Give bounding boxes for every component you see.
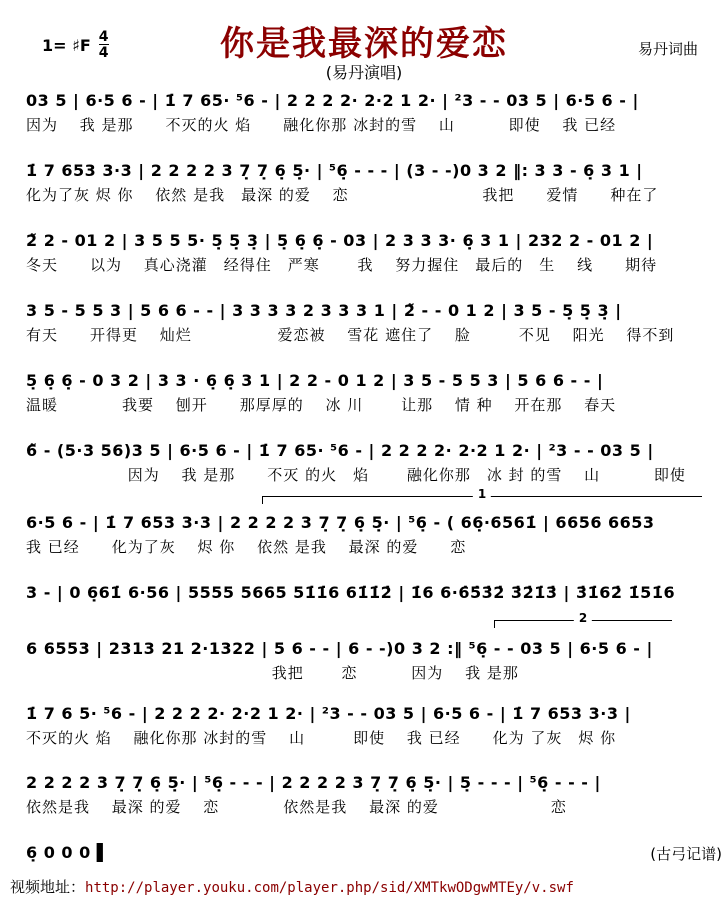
score-line-7 — [26, 512, 722, 557]
video-url-link[interactable]: http://player.youku.com/player.php/sid/XMTkwODgwMTEy/v.swf — [85, 880, 574, 896]
lyrics-row: 依然是我 最深 的爱 恋 依然是我 最深 的爱 恋 — [26, 798, 567, 816]
lyrics-row: 我把 恋 因为 我 是那 — [26, 664, 519, 682]
notation-row: 2̃ 2 - 01 2 | 3 5 5 5· 5̣ 5̣ 3̣ | 5̣ 6̣ 6̣ - 03 | 2 3 3 3· 6̣ 3 1 | 232 2 - 01 2 | — [26, 231, 654, 250]
score-line-1 — [26, 90, 722, 135]
notation-row: 6·5 6 - | 1̇ 7 653 3·3 | 2 2 2 2 3 7̣ 7̣ 6̣ 5̣· | ⁵6̣ - ( 66̣·6561̇ | 6656 6653 — [26, 513, 655, 532]
notation-row: 1̇ 7 653 3·3 | 2 2 2 2 3 7̣ 7̣ 6̣ 5̣· | ⁵6̣ - - - | (3 - -)0 3 2 ‖: 3 3 - 6̣ 3 1 | — [26, 161, 643, 180]
notation-row: 6̃ - (5·3 56)3 5 | 6·5 6 - | 1̇ 7 65· ⁵6 - | 2 2 2 2· 2·2 1 2· | ²3 - - 03 5 | — [26, 441, 654, 460]
notation-row: 3 5 - 5 5 3 | 5 6 6 - - | 3 3 3 3 2 3 3 3 1 | 2̃ - - 0 1 2 | 3 5 - 5̣ 5̣ 3̣ | — [26, 301, 622, 320]
lyrics-row: 有天 开得更 灿烂 爱恋被 雪花 遮住了 脸 不见 阳光 得不到 — [26, 326, 675, 344]
notation-row: 3 - | 0 6̣61̇ 6·56 | 5555 5665 51̇1̇6 61̇1̇2̇ | 1̇6 6·6̇5̇3̇2̇ 3̇2̇1̇3̇ | 3̇1̇62̇ 1̇51̇6 — [26, 583, 676, 602]
volta-tick — [262, 497, 263, 504]
volta-tick — [494, 621, 495, 628]
lyrics-row: 化为了灰 烬 你 依然 是我 最深 的爱 恋 我把 爱情 种在了 — [26, 186, 659, 204]
notation-row: 6̣ 0 0 0 ▌ — [26, 843, 110, 862]
notation-row: 03 5 | 6·5 6 - | 1̇ 7 65· ⁵6 - | 2 2 2 2· 2·2 1 2· | ²3 - - 03 5 | 6·5 6 - | — [26, 91, 639, 110]
performer-subtitle: (易丹演唱) — [325, 63, 403, 82]
score-line-3 — [26, 230, 722, 275]
score-line-9 — [26, 638, 722, 683]
time-signature-top: 4 — [98, 29, 109, 45]
notation-row: 1̇ 7 6 5· ⁵6 - | 2 2 2 2· 2·2 1 2· | ²3 - - 03 5 | 6·5 6 - | 1̇ 7 653 3·3 | — [26, 704, 631, 723]
score-line-6 — [26, 440, 722, 485]
volta-label: 1 — [473, 488, 491, 500]
time-signature-bottom: 4 — [98, 45, 109, 61]
video-address-label: 视频地址： — [10, 878, 86, 896]
lyrics-row: 因为 我 是那 不灭的火 焰 融化你那 冰封的雪 山 即使 我 已经 — [26, 116, 617, 134]
song-title: 你是我最深的爱恋 — [220, 24, 508, 64]
lyrics-row: 不灭的火 焰 融化你那 冰封的雪 山 即使 我 已经 化为 了灰 烬 你 — [26, 729, 617, 747]
notation-method-credit: (古弓记谱) — [650, 845, 722, 863]
score-line-10 — [26, 703, 722, 748]
lyrics-row: 冬天 以为 真心浇灌 经得住 严寒 我 努力握住 最后的 生 线 期待 — [26, 256, 658, 274]
score-line-5 — [26, 370, 722, 415]
score-line-4 — [26, 300, 722, 345]
notation-row: 6 6553 | 2313 21 2·1322 | 5 6 - - | 6 - -)0 3 2 :‖ ⁵6̣ - - 03 5 | 6·5 6 - | — [26, 639, 653, 658]
notation-row: 5̣ 6̣ 6̣ - 0 3 2 | 3 3 · 6̣ 6̣ 3 1 | 2 2 - 0 1 2 | 3 5 - 5 5 3 | 5 6 6 - - | — [26, 371, 604, 390]
volta-bracket-second-ending — [494, 611, 672, 625]
volta-label: 2 — [574, 612, 592, 624]
key-label: 1= ♯F — [42, 35, 91, 55]
notation-row: 2 2 2 2 3 7̣ 7̣ 6̣ 5̣· | ⁵6̣ - - - | 2 2 2 2 3 7̣ 7̣ 6̣ 5̣· | 5̣ - - - | ⁵6̣ - - - | — [26, 773, 601, 792]
score-line-8 — [26, 582, 722, 604]
score-line-11 — [26, 772, 722, 817]
score-line-12 — [26, 842, 722, 864]
video-address-row — [10, 876, 722, 897]
lyrics-row: 我 已经 化为了灰 烬 你 依然 是我 最深 的爱 恋 — [26, 538, 467, 556]
lyrics-row: 温暖 我要 刨开 那厚厚的 冰 川 让那 情 种 开在那 春天 — [26, 396, 617, 414]
volta-bracket-first-ending — [262, 487, 702, 501]
lyrics-row: 因为 我 是那 不灭 的火 焰 融化你那 冰 封 的雪 山 即使 — [26, 466, 686, 484]
composer-credit: 易丹词曲 — [637, 40, 698, 58]
score-line-2 — [26, 160, 722, 205]
